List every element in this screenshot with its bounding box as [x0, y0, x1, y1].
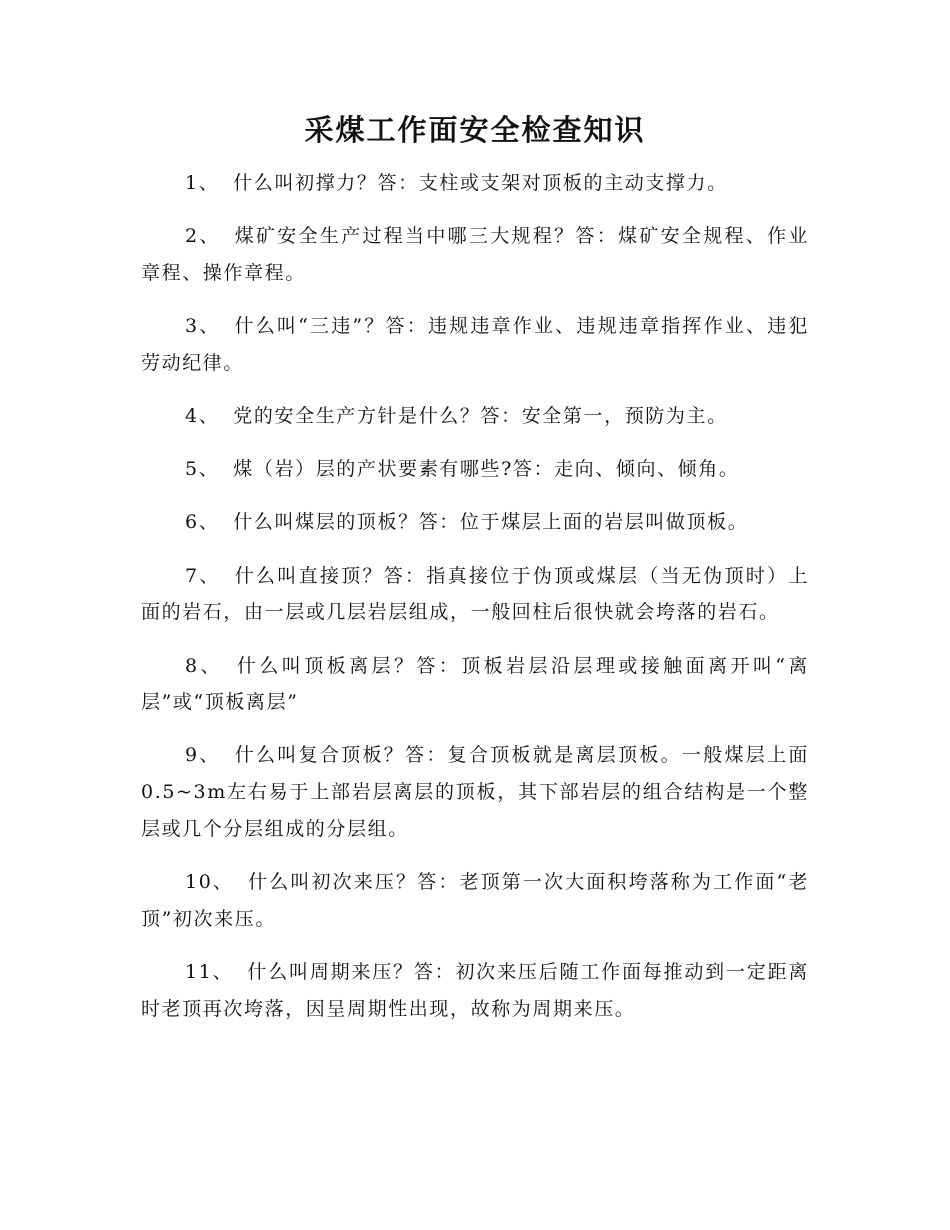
qa-item-6	[141, 504, 809, 541]
qa-item-7	[141, 558, 809, 631]
qa-number: 6、	[185, 511, 220, 534]
qa-text: 什么叫初撑力？答：支柱或支架对顶板的主动支撑力。	[233, 172, 728, 194]
qa-text: 什么叫煤层的顶板？答：位于煤层上面的岩层叫做顶板。	[233, 511, 749, 534]
qa-number: 1、	[185, 172, 220, 194]
qa-text: 什么叫周期来压？答：初次来压后随工作面每推动到一定距离时老顶再次垮落，因呈周期性出现，故称为周期来压。	[141, 960, 810, 1020]
qa-item-10	[141, 864, 809, 937]
qa-text: 什么叫直接顶？答：指真接位于伪顶或煤层（当无伪顶时）上面的岩石，由一层或几层岩层组成，一般回柱后很快就会垮落的岩石。	[141, 564, 809, 624]
qa-number: 4、	[185, 405, 220, 428]
page-title: 采煤工作面安全检查知识	[304, 113, 646, 147]
qa-number: 8、	[185, 654, 223, 677]
qa-text: 党的安全生产方针是什么？答：安全第一，预防为主。	[233, 405, 728, 428]
qa-text: 什么叫“三违”？答：违规违章作业、违规违章指挥作业、违犯劳动纪律。	[141, 315, 809, 374]
qa-text: 什么叫初次来压？答：老顶第一次大面积垮落称为工作面“老顶”初次来压。	[141, 871, 809, 930]
qa-text: 煤矿安全生产过程当中哪三大规程？答：煤矿安全规程、作业章程、操作章程。	[141, 225, 809, 284]
qa-item-2	[141, 218, 809, 291]
qa-text: 煤（岩）层的产状要素有哪些?答：走向、倾向、倾角。	[233, 458, 740, 481]
qa-number: 9、	[185, 744, 221, 767]
qa-item-8	[141, 648, 809, 721]
qa-item-1	[141, 165, 809, 202]
qa-number: 11、	[185, 960, 234, 983]
qa-item-4	[141, 398, 809, 435]
qa-text: 什么叫复合顶板？答：复合顶板就是离层顶板。一般煤层上面0.5~3m左右易于上部岩层离层的顶板，其下部岩层的组合结构是一个整层或几个分层组成的分层组。	[141, 744, 809, 840]
qa-list	[141, 165, 809, 1044]
qa-item-5	[141, 451, 809, 488]
qa-number: 2、	[185, 225, 221, 248]
qa-item-3	[141, 308, 809, 381]
qa-item-9	[141, 737, 809, 847]
qa-number: 10、	[185, 871, 235, 894]
qa-number: 3、	[185, 315, 221, 338]
qa-item-11	[141, 954, 809, 1027]
qa-number: 5、	[185, 458, 220, 481]
qa-number: 7、	[185, 564, 221, 587]
qa-text: 什么叫顶板离层？答：顶板岩层沿层理或接触面离开叫“离层”或“顶板离层”	[141, 654, 809, 714]
